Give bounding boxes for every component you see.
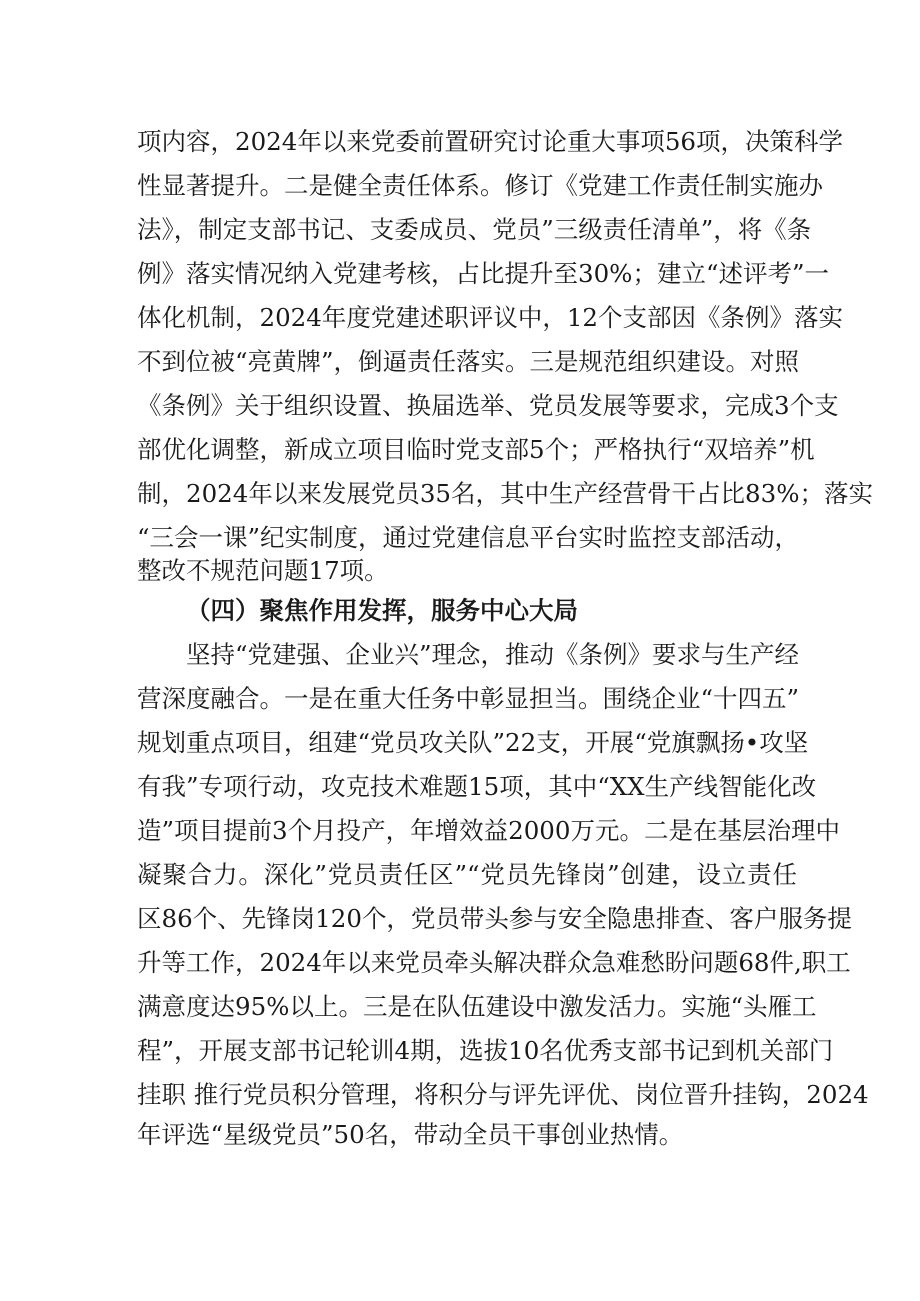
paragraph-2-line: 程”，开展支部书记轮训4期，选拔10名优秀支部书记到机关部门 — [137, 1036, 834, 1065]
paragraph-2-line: 满意度达95%以上。三是在队伍建设中激发活力。实施“头雁工 — [137, 992, 817, 1021]
paragraph-1-line: 《条例》关于组织设置、换届选举、党员发展等要求，完成3个支 — [137, 391, 839, 420]
paragraph-2-line: 年评选“星级党员”50名，带动全员干事创业热情。 — [137, 1120, 684, 1149]
paragraph-1-line: 项内容，2024年以来党委前置研究讨论重大事项56项，决策科学 — [137, 127, 844, 156]
paragraph-1-line: 制，2024年以来发展党员35名，其中生产经营骨干占比83%；落实 — [137, 479, 873, 508]
section-heading: （四）聚焦作用发挥，服务中心大局 — [186, 596, 578, 625]
paragraph-1-line: “三会一课”纪实制度，通过党建信息平台实时监控支部活动， — [137, 523, 800, 552]
paragraph-1-line: 性显著提升。二是健全责任体系。修订《党建工作责任制实施办 — [137, 171, 823, 200]
paragraph-1-line: 不到位被“亮黄牌”，倒逼责任落实。三是规范组织建设。对照 — [137, 347, 800, 376]
paragraph-2-line: 升等工作，2024年以来党员牵头解决群众急难愁盼问题68件,职工 — [137, 948, 851, 977]
paragraph-2-line: 凝聚合力。深化”党员责任区”“党员先锋岗”创建，设立责任 — [137, 860, 797, 889]
paragraph-1-line: 整改不规范问题17项。 — [137, 556, 389, 585]
paragraph-2-line: 坚持“党建强、企业兴”理念，推动《条例》要求与生产经 — [186, 640, 800, 669]
paragraph-2-line: 营深度融合。一是在重大任务中彰显担当。围绕企业“十四五” — [137, 684, 800, 713]
paragraph-1-line: 体化机制，2024年度党建述职评议中，12个支部因《条例》落实 — [137, 303, 844, 332]
paragraph-2-line: 规划重点项目，组建“党员攻关队”22支，开展“党旗飘扬•攻坚 — [137, 728, 809, 757]
paragraph-2-line: 造”项目提前3个月投产，年增效益2000万元。二是在基层治理中 — [137, 816, 840, 845]
paragraph-1-line: 部优化调整，新成立项目临时党支部5个；严格执行“双培养”机 — [137, 435, 815, 464]
paragraph-2-line: 有我”专项行动，攻克技术难题15项，其中“XX生产线智能化改 — [137, 772, 817, 801]
paragraph-1-line: 例》落实情况纳入党建考核，占比提升至30%；建立“述评考”一 — [137, 259, 830, 288]
paragraph-2-line: 挂职 推行党员积分管理，将积分与评先评优、岗位晋升挂钩，2024 — [137, 1080, 869, 1109]
paragraph-1-line: 法》，制定支部书记、支委成员、党员”三级责任清单”，将《条 — [137, 215, 812, 244]
paragraph-2-line: 区86个、先锋岗120个，党员带头参与安全隐患排查、客户服务提 — [137, 904, 852, 933]
